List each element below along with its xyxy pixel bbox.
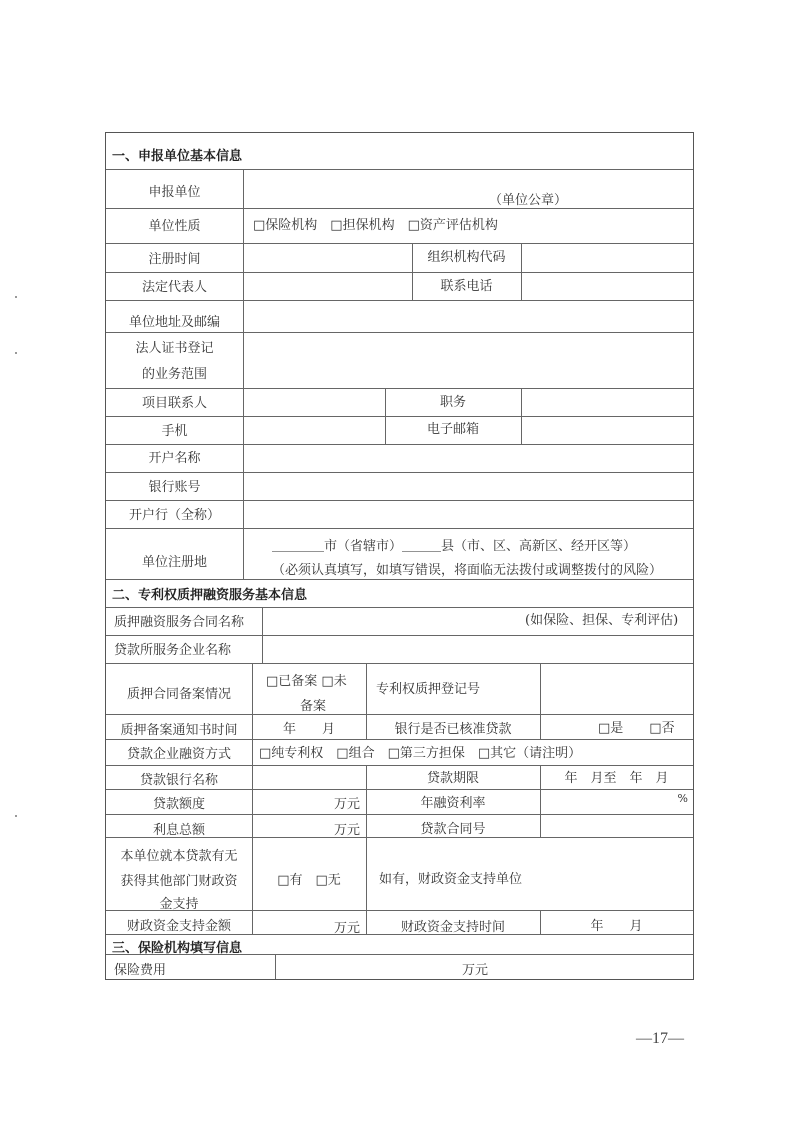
divider <box>106 472 693 473</box>
divider <box>106 814 693 815</box>
reg-place-line2: （必须认真填写，如填写错误，将面临无法拨付或调整拨付的风险） <box>272 563 663 578</box>
account-no-label: 银行账号 <box>148 480 201 495</box>
scope-label-2: 的业务范围 <box>141 367 207 382</box>
divider <box>262 607 263 635</box>
divider <box>366 714 367 739</box>
divider <box>106 300 693 301</box>
notice-time-value: 年 月 <box>282 722 335 737</box>
divider <box>412 243 413 300</box>
interest-label: 利息总额 <box>152 823 205 838</box>
pledge-reg-label: 专利权质押登记号 <box>376 682 481 697</box>
seal-note: （单位公章） <box>489 193 568 208</box>
scan-mark <box>15 352 17 354</box>
contract-name-hint: (如保险、担保、专利评估) <box>525 613 679 628</box>
divider <box>106 416 693 417</box>
divider <box>106 500 693 501</box>
divider <box>106 332 693 333</box>
divider <box>106 765 693 766</box>
org-code-label: 组织机构代码 <box>427 250 506 265</box>
divider <box>540 663 541 714</box>
divider <box>106 607 693 608</box>
scope-label-1: 法人证书登记 <box>135 341 214 356</box>
divider <box>106 789 693 790</box>
fee-label: 保险费用 <box>114 963 167 978</box>
other-support-options[interactable]: □有 □无 <box>277 873 341 888</box>
applicant-label: 申报单位 <box>148 185 201 200</box>
divider <box>252 739 253 765</box>
support-time-label: 财政资金支持时间 <box>400 920 505 935</box>
bank-label: 开户行（全称） <box>128 508 220 523</box>
position-label: 职务 <box>439 395 466 410</box>
filing-options-2: 备案 <box>300 699 327 714</box>
other-support-label-2: 获得其他部门财政资 <box>120 874 238 889</box>
fee-unit: 万元 <box>461 963 488 978</box>
filing-label: 质押合同备案情况 <box>126 687 231 702</box>
interest-unit: 万元 <box>333 823 360 838</box>
rate-unit: % <box>677 792 688 805</box>
nature-options[interactable]: □保险机构 □担保机构 □资产评估机构 <box>253 218 498 233</box>
divider <box>243 169 244 579</box>
divider <box>106 272 693 273</box>
divider <box>106 388 693 389</box>
divider <box>252 663 253 714</box>
divider <box>106 635 693 636</box>
contract-name-label: 质押融资服务合同名称 <box>114 615 245 630</box>
divider <box>521 243 522 300</box>
method-options[interactable]: □纯专利权 □组合 □第三方担保 □其它（请注明） <box>259 746 582 761</box>
nature-label: 单位性质 <box>148 219 201 234</box>
loan-company-label: 贷款所服务企业名称 <box>114 643 232 658</box>
contract-no-label: 贷款合同号 <box>420 822 486 837</box>
email-label: 电子邮箱 <box>426 422 479 437</box>
page-number: —17— <box>636 1030 684 1047</box>
divider <box>106 837 693 838</box>
amount-label: 贷款额度 <box>152 797 205 812</box>
divider <box>106 208 693 209</box>
divider <box>106 169 693 170</box>
divider <box>106 663 693 664</box>
divider <box>385 388 386 444</box>
support-amount-label: 财政资金支持金额 <box>126 919 231 934</box>
section-title-basic-info: 一、申报单位基本信息 <box>112 149 243 164</box>
address-label: 单位地址及邮编 <box>128 315 220 330</box>
scan-mark <box>15 296 17 298</box>
reg-place-line1: ＿＿＿＿市（省辖市）＿＿＿县（市、区、高新区、经开区等） <box>272 539 637 554</box>
other-support-label-3: 金支持 <box>159 897 199 912</box>
mobile-label: 手机 <box>161 424 188 439</box>
filing-options-1[interactable]: □已备案 □未 <box>266 674 347 689</box>
divider <box>521 388 522 444</box>
divider <box>106 739 693 740</box>
support-time-value: 年 月 <box>590 919 643 934</box>
divider <box>106 934 693 935</box>
divider <box>262 635 263 663</box>
bank-approved-label: 银行是否已核准贷款 <box>394 722 512 737</box>
divider <box>252 714 253 739</box>
application-form <box>105 132 694 980</box>
reg-place-label: 单位注册地 <box>141 555 207 570</box>
section-title-insurance-info: 三、保险机构填写信息 <box>112 941 243 956</box>
notice-time-label: 质押备案通知书时间 <box>120 723 238 738</box>
divider <box>540 765 541 837</box>
scan-mark <box>15 815 17 817</box>
divider <box>366 765 367 934</box>
support-amount-unit: 万元 <box>333 921 360 936</box>
divider <box>106 714 693 715</box>
method-label: 贷款企业融资方式 <box>126 747 231 762</box>
loan-term-value: 年 月至 年 月 <box>564 771 669 786</box>
other-support-label-1: 本单位就本贷款有无 <box>120 849 238 864</box>
divider <box>106 243 693 244</box>
legal-rep-label: 法定代表人 <box>141 280 207 295</box>
section-title-pledge-info: 二、专利权质押融资服务基本信息 <box>112 588 308 603</box>
rate-label: 年融资利率 <box>420 796 486 811</box>
divider <box>106 444 693 445</box>
divider <box>366 663 367 714</box>
divider <box>106 528 693 529</box>
contact-label: 项目联系人 <box>141 396 207 411</box>
divider <box>540 910 541 934</box>
loan-bank-label: 贷款银行名称 <box>139 773 218 788</box>
bank-approved-options[interactable]: □是 □否 <box>598 721 675 736</box>
divider <box>540 714 541 739</box>
divider <box>106 910 693 911</box>
divider <box>106 954 693 955</box>
reg-time-label: 注册时间 <box>148 252 201 267</box>
divider <box>106 579 693 580</box>
phone-label: 联系电话 <box>440 279 493 294</box>
loan-term-label: 贷款期限 <box>426 771 479 786</box>
account-name-label: 开户名称 <box>148 451 201 466</box>
amount-unit: 万元 <box>333 797 360 812</box>
divider <box>252 765 253 934</box>
support-unit-label: 如有，财政资金支持单位 <box>379 872 523 887</box>
